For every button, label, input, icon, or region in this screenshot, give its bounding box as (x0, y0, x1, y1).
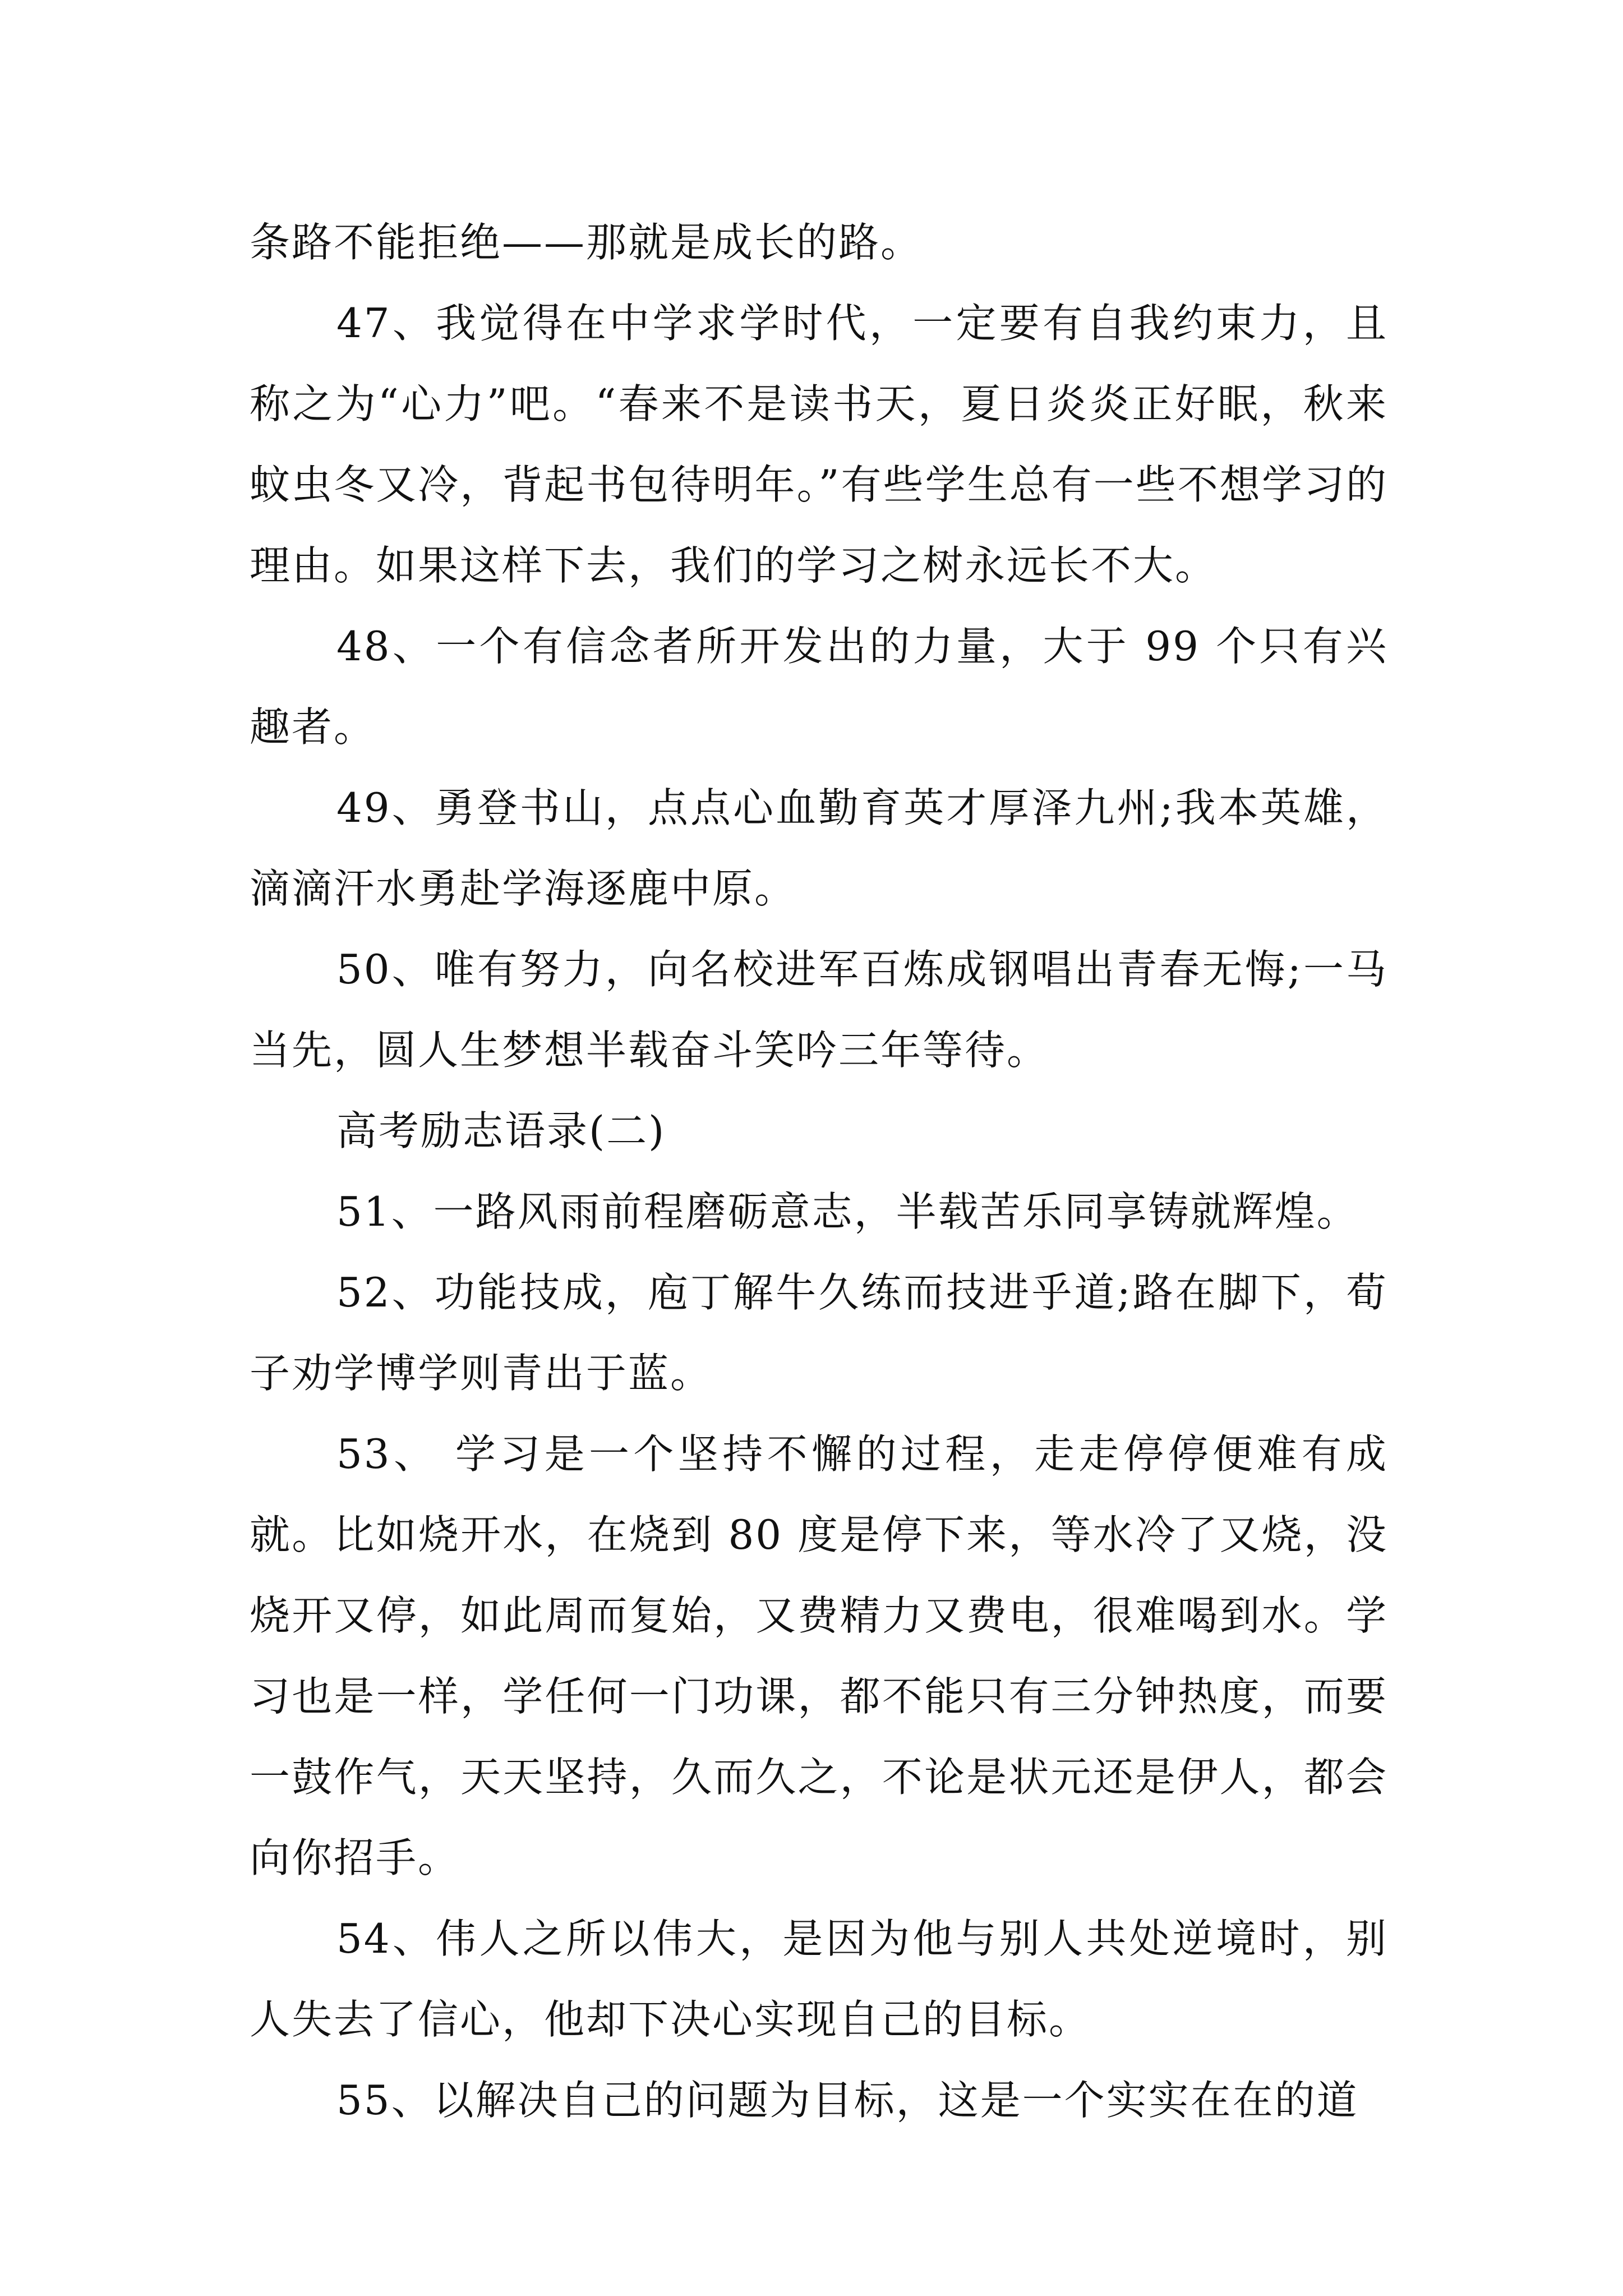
document-body (250, 202, 1388, 2141)
paragraph-50: 50、唯有努力，向名校进军百炼成钢唱出青春无悔;一马当先，圆人生梦想半载奋斗笑吟三年等待。 (250, 946, 1388, 1074)
paragraph-47: 47、我觉得在中学求学时代，一定要有自我约束力，且称之为“心力”吧。“春来不是读书天，夏日炎炎正好眠，秋来蚊虫冬又冷，背起书包待明年。”有些学生总有一些不想学习的理由。如果这样下去，我们的学习之树永远长不大。 (250, 300, 1388, 589)
paragraph-52: 52、功能技成，庖丁解牛久练而技进乎道;路在脚下，荀子劝学博学则青出于蓝。 (250, 1269, 1388, 1397)
paragraph-51: 51、一路风雨前程磨砺意志，半载苦乐同享铸就辉煌。 (336, 1188, 1359, 1235)
paragraph-49: 49、勇登书山，点点心血勤育英才厚泽九州;我本英雄，滴滴汗水勇赴学海逐鹿中原。 (250, 784, 1388, 912)
paragraph-46-continuation: 条路不能拒绝——那就是成长的路。 (250, 219, 923, 266)
paragraph-48: 48、一个有信念者所开发出的力量，大于 99 个只有兴趣者。 (250, 623, 1388, 751)
paragraph-54: 54、伟人之所以伟大，是因为他与别人共处逆境时，别人失去了信心，他却下决心实现自己的目标。 (250, 1915, 1388, 2043)
paragraph-53: 53、 学习是一个坚持不懈的过程，走走停停便难有成就。比如烧开水，在烧到 80 度是停下来，等水冷了又烧，没烧开又停，如此周而复始，又费精力又费电，很难喝到水。学习也是一样，学任何一门功课，都不能只有三分钟热度，而要一鼓作气，天天坚持，久而久之，不论是状元还是伊人，都会向你招手。 (250, 1430, 1388, 1881)
paragraph-55: 55、以解决自己的问题为目标，这是一个实实在在的道 (336, 2077, 1359, 2124)
section-heading: 高考励志语录(二) (336, 1107, 666, 1154)
